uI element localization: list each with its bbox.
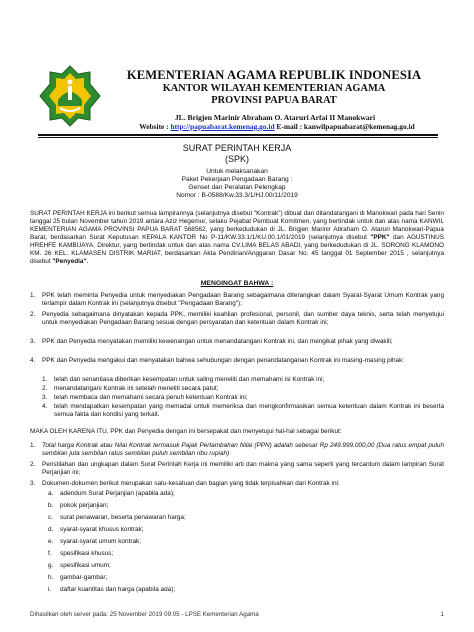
letterhead-address: JL. Brigjen Marinir Abraham O. Ataruri Arfai II Manokwari <box>174 113 376 122</box>
list-marker: f. <box>48 550 52 557</box>
doc-intro-2: Paket Pekerjaan Pengadaan Barang : <box>181 176 293 183</box>
list-marker: 2. <box>30 311 36 318</box>
opening-text-1: SURAT PERINTAH KERJA ini berikut semua lampirannya (selanjutnya disebut "Kontrak") dibuat dan ditandatangani di Manokwari pada hari Senin tanggal 25 bulan November tahun 2019 antara Aziz Hegemur, selaku Pejabat Pembuat Komitmen, yang bertindak untuk dan atas nama KANWIL KEMENTERIAN AGAMA PROVINSI PAPUA BARAT 568562, yang berkedudukan di JL. Brigjen Marinir Abraham O. Ataruri Manokwari-Papua Barat, berdasarkan Surat Keputusan KEPALA KANTOR No P-11/KW.33.1/1/KU.00.1/01/2019 (selanjutnya disebut <box>30 210 444 241</box>
maka-paragraph: MAKA OLEH KARENA ITU, PPK dan Penyedia dengan ini bersepakat dan menyetujui hal-hal sebagai berikut: <box>30 428 342 435</box>
opening-paragraph <box>30 210 444 266</box>
doc-code: (SPK) <box>224 154 249 164</box>
list-item: syarat-syarat umum kontrak; <box>60 538 141 545</box>
list-marker: i. <box>48 586 52 593</box>
list-marker: 1. <box>30 292 36 299</box>
list-item: menandatangani Kontrak ini setelah meneliti secara patut; <box>54 385 219 392</box>
doc-intro-3: Genset dan Peralatan Pelengkap <box>188 184 286 191</box>
doc-title: SURAT PERINTAH KERJA <box>182 143 292 153</box>
penyedia-term: "Penyedia" <box>52 258 87 265</box>
list-item: Dokumen-dokumen berikut merupakan satu-kesatuan dan bagian yang tidak terpisahkan dari Kontrak ini: <box>42 480 340 487</box>
list-item: syarat-syarat khusus kontrak; <box>60 526 144 533</box>
letterhead-contact <box>112 122 442 131</box>
list-marker: 1. <box>42 376 48 383</box>
doc-intro-4: Nomor : B-0588/Kw.33.3/1/HJ.00/11/2019 <box>176 192 298 199</box>
letterhead-province: PROVINSI PAPUA BARAT <box>211 95 337 106</box>
email-label: E-mail : kanwilpapuabarat@kemenag.go.id <box>274 122 415 131</box>
list-marker: 1. <box>30 442 36 449</box>
list-marker: 4. <box>30 357 36 364</box>
website-link[interactable]: http://papuabarat.kemenag.go.id <box>170 122 275 131</box>
list-marker: b. <box>48 502 54 509</box>
list-marker: 3. <box>30 480 36 487</box>
list-item: telah membaca dan memahami secara penuh ketentuan Kontrak ini; <box>54 394 248 401</box>
list-marker: a. <box>48 490 54 497</box>
letterhead-rule-thick <box>38 134 438 136</box>
letterhead-office: KANTOR WILAYAH KEMENTERIAN AGAMA <box>162 83 386 94</box>
page-footer <box>30 611 444 619</box>
opening-text-2: dan AGUSTINUS HREHFE KAMBUAYA, Direktur, yang bertindak untuk dan atas nama CV.LIMA BELAS ABADI, yang berkedudukan di JL. SORONG KLAMONO KM. 26 KEL. KLAMASEN DISTRIK MARIAT, berdasarkan Akta Pendirian/Anggaran Dasar No. 45 tanggal 01 September 2015 , selanjutnya disebut <box>30 234 444 265</box>
website-label: Website : <box>139 122 171 131</box>
letterhead-ministry: KEMENTERIAN AGAMA REPUBLIK INDONESIA <box>126 68 422 82</box>
list-marker: 3. <box>30 338 36 345</box>
letterhead-rule-thin <box>38 137 438 138</box>
mengingat-heading: MENGINGAT BAHWA : <box>200 280 274 287</box>
list-item: adendum Surat Perjanjian (apabila ada); <box>60 490 175 497</box>
list-marker: 2. <box>42 385 48 392</box>
footer-generated-text: Dihasilkan oleh server pada: 25 November 2019 09:05 - LPSE Kementerian Agama <box>30 611 259 618</box>
list-item: telah mendapatkan kesempatan yang memadai untuk memeriksa dan mengkonfirmasikan semua ketentuan dalam Kontrak ini beserta semua fakta dan kondisi yang terkait. <box>54 403 444 418</box>
list-item: gambar-gambar; <box>60 574 108 581</box>
list-marker: 3. <box>42 394 48 401</box>
list-item: Peristilahan dan ungkapan dalam Surat Perintah Kerja ini memiliki arti dan makna yang sama seperti yang tercantum dalam lampiran Surat Perjanjian ini; <box>42 461 444 476</box>
list-item: spesifikasi umum; <box>60 562 111 569</box>
opening-text-end: . <box>86 258 89 265</box>
list-item: PPK telah meminta Penyedia untuk menyediakan Pengadaan Barang sebagaimana diterangkan dalam Syarat-Syarat Umum Kontrak yang terlampir dalam Kontrak ini (selanjutnya disebut "Pengadaan Barang"); <box>42 292 444 307</box>
list-item: telah dan senantiasa diberikan kesempatan untuk saling meneliti dan memahami isi Kontrak ini; <box>54 376 325 383</box>
list-item: surat penawaran, beserta penawaran harga; <box>60 514 186 521</box>
kemenag-logo <box>38 64 102 128</box>
list-marker: e. <box>48 538 54 545</box>
ppk-term: "PPK" <box>370 234 390 241</box>
list-item: Penyedia sebagaimana dinyatakan kepada PPK, memiliki keahlian profesional, personil, dan sumber daya teknis, serta telah menyetujui untuk menyediakan Pengadaan Barang sesuai dengan persyaratan dan ketentuan dalam Kontrak ini; <box>42 311 444 326</box>
list-item: Total harga Kontrak atau Nilai Kontrak termasuk Pajak Pertambahan Nilai (PPN) adalah sebesar Rp 249.999.000,00 (Dua ratus empat puluh sembilan juta sembilan ratus sembilan puluh sembilan ribu rupiah) <box>42 442 444 457</box>
list-item: daftar kuantitas dan harga (apabila ada); <box>60 586 176 593</box>
list-item: spesifikasi khusus; <box>60 550 114 557</box>
list-item: pokok perjanjian; <box>60 502 109 509</box>
list-marker: c. <box>48 514 53 521</box>
list-marker: g. <box>48 562 54 569</box>
letterhead <box>104 68 444 107</box>
doc-intro-1: Untuk melaksanakan <box>206 168 268 175</box>
list-item: PPK dan Penyedia menyatakan memiliki kewenangan untuk menandatangani Kontrak ini, dan mengikat pihak yang diwakili; <box>42 338 393 345</box>
list-marker: h. <box>48 574 54 581</box>
list-marker: 4. <box>42 403 48 410</box>
list-item: PPK dan Penyedia mengakui dan menyatakan bahwa sehubungan dengan penandatanganan Kontrak ini masing-masing pihak: <box>42 357 405 364</box>
page-number: 1 <box>440 611 444 618</box>
list-marker: d. <box>48 526 54 533</box>
list-marker: 2. <box>30 461 36 468</box>
